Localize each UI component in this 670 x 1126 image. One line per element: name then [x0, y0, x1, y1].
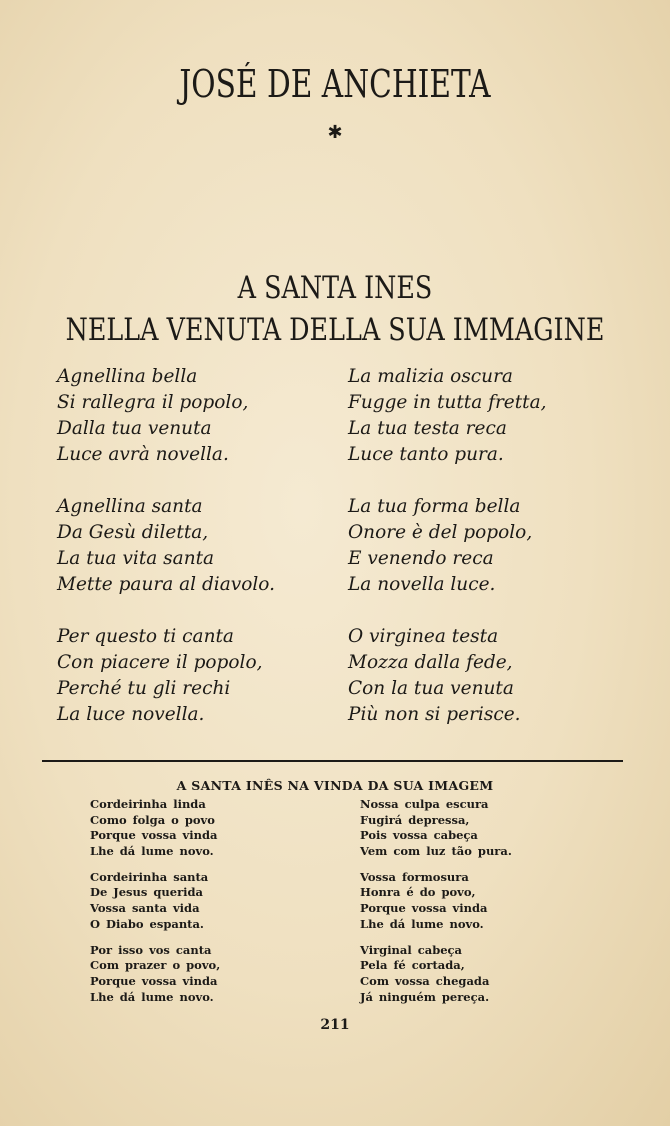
verse-line: Como folga o povo [90, 812, 215, 827]
author-heading: JOSÉ DE ANCHIETA [179, 62, 491, 106]
verse-line: Da Gesù diletta, [57, 522, 209, 543]
verse-line: Porque vossa vinda [360, 901, 488, 916]
italian-column-left [57, 364, 275, 754]
verse-line: Mozza dalla fede, [348, 652, 513, 673]
stanza [57, 624, 275, 728]
translation-column-right [360, 797, 512, 1015]
divider-rule [42, 760, 623, 762]
stanza [348, 494, 547, 598]
verse-line: Já ninguém pereça. [360, 989, 490, 1004]
italian-column-right [348, 364, 547, 754]
translation-title: A SANTA INÊS NA VINDA DA SUA IMAGEM [176, 778, 494, 793]
page-number: 211 [320, 1017, 350, 1033]
verse-line: Fugirá depressa, [360, 812, 470, 827]
verse-line: Vossa formosura [360, 869, 469, 884]
stanza [57, 364, 275, 468]
verse-line: Com vossa chegada [360, 973, 490, 988]
verse-line: Luce tanto pura. [348, 444, 504, 465]
stanza [348, 364, 547, 468]
stanza [57, 494, 275, 598]
verse-line: Agnellina bella [57, 366, 198, 387]
verse-line: Con la tua venuta [348, 678, 514, 699]
verse-line: La luce novella. [57, 704, 205, 725]
verse-line: Agnellina santa [57, 496, 203, 517]
ornament-asterisk-icon: ✱ [327, 122, 343, 143]
stanza [360, 943, 512, 1006]
stanza [90, 870, 220, 933]
verse-line: Por isso vos canta [90, 942, 212, 957]
verse-line: E venendo reca [348, 548, 494, 569]
verse-line: Si rallegra il popolo, [57, 392, 249, 413]
stanza [90, 943, 220, 1006]
verse-line: Virginal cabeça [360, 942, 463, 957]
verse-line: Porque vossa vinda [90, 828, 218, 843]
verse-line: Vem com luz tão pura. [360, 844, 512, 859]
verse-line: Fugge in tutta fretta, [348, 392, 547, 413]
verse-line: Honra é do povo, [360, 885, 476, 900]
verse-line: La tua forma bella [348, 496, 521, 517]
poem-subtitle: NELLA VENUTA DELLA SUA IMMAGINE [65, 312, 605, 348]
verse-line: La novella luce. [348, 574, 496, 595]
verse-line: De Jesus querida [90, 885, 204, 900]
verse-line: Cordeirinha linda [90, 797, 206, 811]
verse-line: Pela fé cortada, [360, 958, 465, 973]
verse-line: Cordeirinha santa [90, 869, 209, 884]
verse-line: Nossa culpa escura [360, 797, 489, 811]
verse-line: Porque vossa vinda [90, 973, 218, 988]
verse-line: La tua testa reca [348, 418, 507, 439]
verse-line: Com prazer o povo, [90, 958, 221, 973]
verse-line: O Diabo espanta. [90, 916, 204, 931]
poem-title: A SANTA INES [237, 270, 433, 306]
verse-line: Onore è del popolo, [348, 522, 533, 543]
verse-line: Mette paura al diavolo. [57, 574, 275, 595]
verse-line: Perché tu gli rechi [57, 678, 231, 699]
verse-line: Più non si perisce. [348, 704, 521, 725]
stanza [90, 797, 220, 860]
verse-line: Per questo ti canta [57, 626, 234, 647]
verse-line: Dalla tua venuta [57, 418, 212, 439]
verse-line: Lhe dá lume novo. [90, 989, 214, 1004]
verse-line: Luce avrà novella. [57, 444, 229, 465]
verse-line: Lhe dá lume novo. [90, 844, 214, 859]
verse-line: Pois vossa cabeça [360, 828, 478, 843]
verse-line: Lhe dá lume novo. [360, 916, 484, 931]
verse-line: O virginea testa [348, 626, 499, 647]
stanza [348, 624, 547, 728]
verse-line: La tua vita santa [57, 548, 215, 569]
verse-line: Vossa santa vida [90, 901, 200, 916]
stanza [360, 797, 512, 860]
verse-line: La malizia oscura [348, 366, 513, 387]
stanza [360, 870, 512, 933]
verse-line: Con piacere il popolo, [57, 652, 263, 673]
translation-column-left [90, 797, 220, 1015]
